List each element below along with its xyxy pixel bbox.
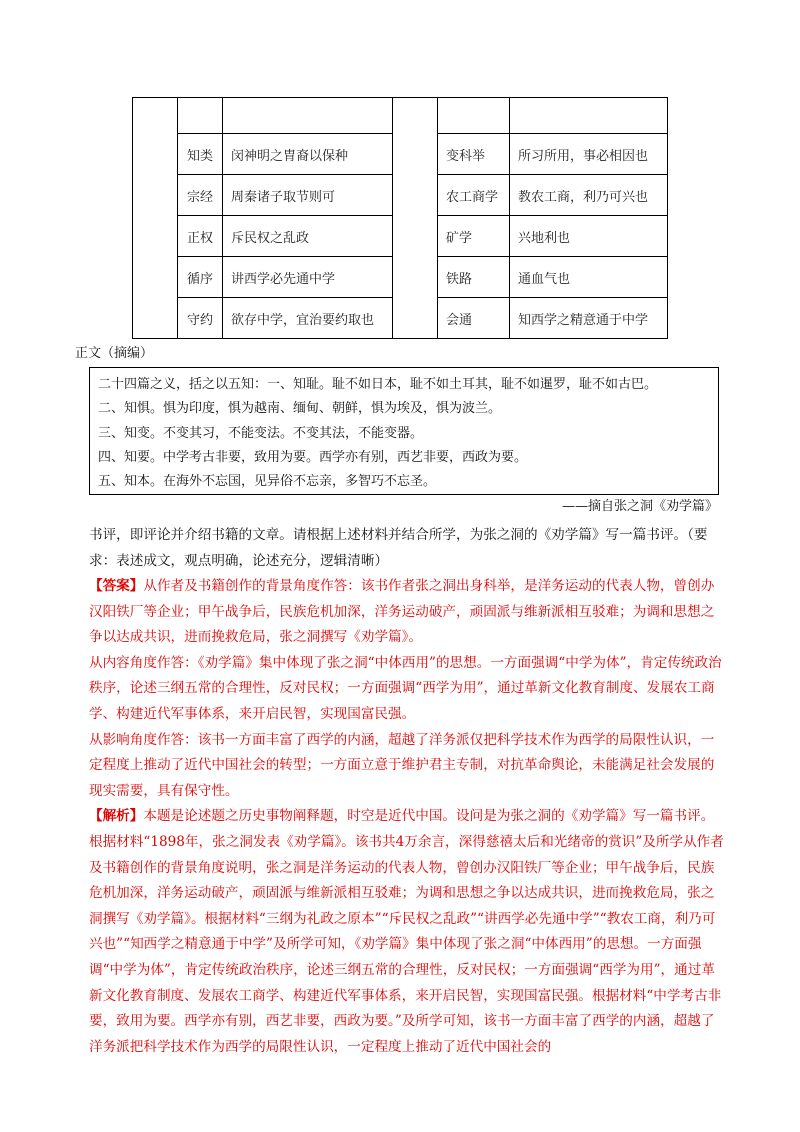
left-category-cell: 守约: [178, 298, 223, 339]
left-description-cell: [223, 98, 393, 134]
answer-paragraph: 从影响角度作答：该书一方面丰富了西学的内涵，超越了洋务派仅把科学技术作为西学的局限性认识，一定程度上推动了近代中国社会的转型；一方面立意于维护君主专制，对抗革命舆论，未能满足社会发展的现实需要，具有保守性。: [89, 731, 715, 799]
right-description-cell: 所习所用，事必相因也: [510, 134, 668, 175]
left-category-cell: 知类: [178, 134, 223, 175]
right-category-cell: 会通: [438, 298, 510, 339]
right-category-cell: 变科举: [438, 134, 510, 175]
right-description-cell: 知西学之精意通于中学: [510, 298, 668, 339]
left-margin-cell: [133, 98, 178, 339]
left-description-cell: 斥民权之乱政: [223, 216, 393, 257]
left-description-cell: 讲西学必先通中学: [223, 257, 393, 298]
left-category-cell: 宗经: [178, 175, 223, 216]
answer-section: [89, 574, 725, 1060]
left-description-cell: 周秦诸子取节则可: [223, 175, 393, 216]
analysis-tag: 【解析】: [89, 808, 144, 825]
right-description-cell: 教农工商，利乃可兴也: [510, 175, 668, 216]
right-description-cell: [510, 98, 668, 134]
excerpt-box: [89, 367, 719, 495]
table-row: [133, 98, 668, 134]
analysis-paragraph: [89, 804, 725, 1060]
right-description-cell: 兴地利也: [510, 216, 668, 257]
analysis-text: 本题是论述题之历史事物阐释题，时空是近代中国。设问是为张之洞的《劝学篇》写一篇书评。根据材料“1898年，张之洞发表《劝学篇》。该书共4万余言，深得慈禧太后和光绪帝的赏识”及所学从作者及书籍创作的背景角度说明，张之洞是洋务运动的代表人物，曾创办汉阳铁厂等企业；甲午战争后，民族危机加深，洋务运动破产，顽固派与维新派相互驳难；为调和思想之争以达成共识，进而挽救危局，张之洞撰写《劝学篇》。根据材料“三纲为礼政之原本”“斥民权之乱政”“讲西学必先通中学”“教农工商，利乃可兴也”“知西学之精意通于中学”及所学可知，《劝学篇》集中体现了张之洞“中体西用”的思想。一方面强调“中学为体”，肯定传统政治秩序，论述三纲五常的合理性，反对民权；一方面强调“西学为用”，通过革新文化教育制度、发展农工商学、构建近代军事体系，来开启民智，实现国富民强。根据材料“中学考古非要，致用为要。西学亦有别，西艺非要，西政为要。”及所学可知，该书一方面丰富了西学的内涵，超越了洋务派把科学技术作为西学的局限性认识，一定程度上推动了近代中国社会的: [89, 808, 724, 1055]
excerpt-line: 三、知变。不变其习，不能变法。不变其法，不能变器。: [98, 425, 424, 441]
right-category-cell: 铁路: [438, 257, 510, 298]
contents-table: [132, 97, 668, 339]
answer-tag: 【答案】: [89, 578, 144, 594]
left-category-cell: [178, 98, 223, 134]
right-description-cell: 通血气也: [510, 257, 668, 298]
source-citation: ——摘自张之洞《劝学篇》: [561, 499, 718, 514]
excerpt-line: 二十四篇之义，括之以五知：一、知耻。耻不如日本，耻不如土耳其，耻不如暹罗，耻不如古巴。: [98, 377, 658, 392]
right-category-cell: 农工商学: [438, 175, 510, 216]
left-description-cell: 欲存中学，宜治要约取也: [223, 298, 393, 339]
right-category-cell: [438, 98, 510, 134]
answer-paragraph: [89, 574, 725, 651]
excerpt-line: 五、知本。在海外不忘国，见异俗不忘亲，多智巧不忘圣。: [98, 474, 437, 490]
left-description-cell: 闵神明之胄裔以保种: [223, 134, 393, 175]
excerpt-line: 四、知要。中学考古非要，致用为要。西学亦有别，西艺非要，西政为要。: [98, 449, 528, 465]
left-category-cell: 循序: [178, 257, 223, 298]
answer-text: 从作者及书籍创作的背景角度作答：该书作者张之洞出身科举，是洋务运动的代表人物，曾创办汉阳铁厂等企业；甲午战争后，民族危机加深，洋务运动破产，顽固派与维新派相互驳难；为调和思想之争以达成共识，进而挽救危局，张之洞撰写《劝学篇》。: [89, 578, 715, 646]
excerpt-line: 二、知惧。惧为印度，惧为越南、缅甸、朝鲜，惧为埃及，惧为波兰。: [98, 401, 502, 417]
question-text: 书评，即评论并介绍书籍的文章。请根据上述材料并结合所学，为张之洞的《劝学篇》写一篇书评。（要求：表述成文，观点明确，论述充分，逻辑清晰）: [89, 527, 708, 569]
left-category-cell: 正权: [178, 216, 223, 257]
answer-paragraph: 从内容角度作答：《劝学篇》集中体现了张之洞“中体西用”的思想。一方面强调“中学为体”，肯定传统政治秩序，论述三纲五常的合理性，反对民权；一方面强调“西学为用”，通过革新文化教育制度、发展农工商学、构建近代军事体系，来开启民智，实现国富民强。: [89, 654, 722, 722]
section-label: 正文（摘编）: [75, 346, 154, 361]
middle-spacer-cell: [393, 98, 438, 339]
right-category-cell: 矿学: [438, 216, 510, 257]
